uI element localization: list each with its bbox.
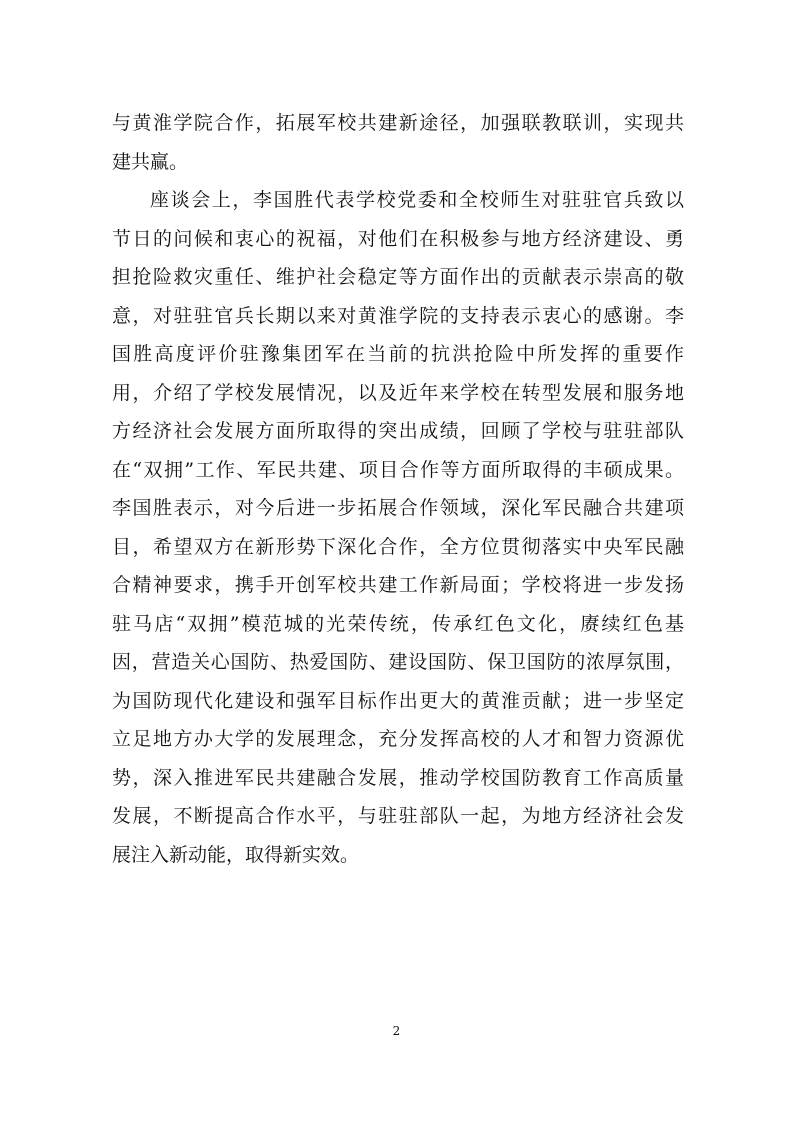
page-number: 2 <box>392 1024 401 1038</box>
paragraph-2-line-4: 意，对驻驻官兵长期以来对黄淮学院的支持表示衷心的感谢。李 <box>112 304 684 327</box>
paragraph-2-line-16: 势，深入推进军民共建融合发展，推动学校国防教育工作高质量 <box>112 766 684 789</box>
paragraph-2-line-10: 目，希望双方在新形势下深化合作，全方位贯彻落实中央军民融 <box>112 535 684 558</box>
paragraph-2-line-18: 展注入新动能，取得新实效。 <box>112 843 360 866</box>
body-text <box>112 104 684 874</box>
paragraph-2-line-8: 在“双拥”工作、军民共建、项目合作等方面所取得的丰硕成果。 <box>112 458 684 481</box>
paragraph-2-line-14: 为国防现代化建设和强军目标作出更大的黄淮贡献；进一步坚定 <box>112 689 684 712</box>
paragraph-2-line-1: 座谈会上，李国胜代表学校党委和全校师生对驻驻官兵致以 <box>150 189 684 211</box>
paragraph-2-line-15: 立足地方办大学的发展理念，充分发挥高校的人才和智力资源优 <box>112 728 684 750</box>
paragraph-1-line-2: 建共赢。 <box>112 150 189 173</box>
paragraph-2-line-9: 李国胜表示，对今后进一步拓展合作领域，深化军民融合共建项 <box>112 497 684 519</box>
paragraph-2-line-17: 发展，不断提高合作水平，与驻驻部队一起，为地方经济社会发 <box>112 805 684 827</box>
paragraph-2-line-5: 国胜高度评价驻豫集团军在当前的抗洪抢险中所发挥的重要作 <box>112 343 684 365</box>
paragraph-2-line-2: 节日的问候和衷心的祝福，对他们在积极参与地方经济建设、勇 <box>112 227 684 250</box>
paragraph-2-line-3: 担抢险救灾重任、维护社会稳定等方面作出的贡献表示崇高的敬 <box>112 266 684 288</box>
paragraph-2-line-6: 用，介绍了学校发展情况，以及近年来学校在转型发展和服务地 <box>112 381 684 404</box>
paragraph-1-line-1: 与黄淮学院合作，拓展军校共建新途径，加强联教联训，实现共 <box>112 112 684 134</box>
paragraph-2-line-13: 因，营造关心国防、热爱国防、建设国防、保卫国防的浓厚氛围， <box>112 651 684 673</box>
paragraph-2-line-11: 合精神要求，携手开创军校共建工作新局面；学校将进一步发扬 <box>112 574 684 596</box>
paragraph-2-line-12: 驻马店“双拥”模范城的光荣传统，传承红色文化，赓续红色基 <box>112 612 684 635</box>
paragraph-2-line-7: 方经济社会发展方面所取得的突出成绩，回顾了学校与驻驻部队 <box>112 420 684 442</box>
